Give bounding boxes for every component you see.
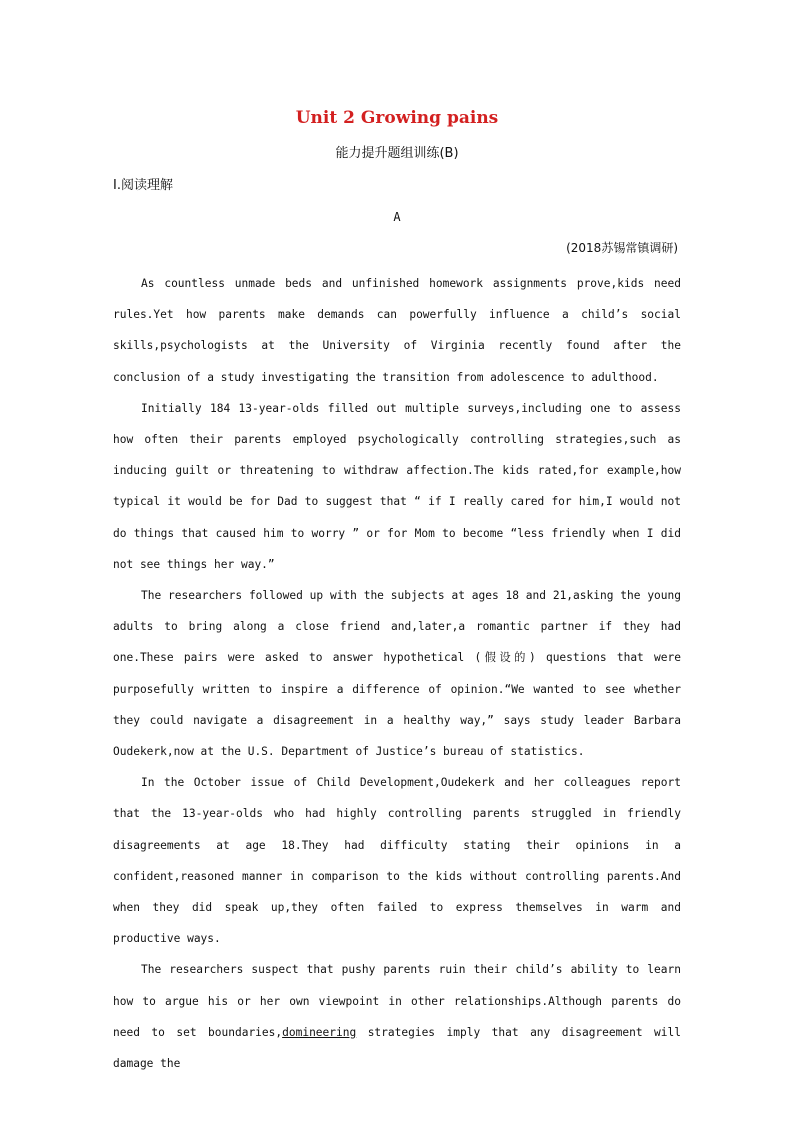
page-title: Unit 2 Growing pains xyxy=(295,108,499,128)
paragraph-1: As countless unmade beds and unfinished homework assignments prove,kids need rules.Yet how parents make demands can powerfully influence a child’s social skills,psychologists at the University of Virginia recently found after the conclusion of a study investigating the transition from adolescence to adulthood. xyxy=(113,277,681,384)
paragraph-5-text-after: strategies imply that any disagreement will damage the xyxy=(113,1025,681,1071)
paragraph-5-text-before: The researchers suspect that pushy parents ruin their child’s ability to learn how to argue his or her own viewpoint in other relationships.Although parents do need to set boundaries, xyxy=(113,963,681,1039)
paragraph-4: In the October issue of Child Development,Oudekerk and her colleagues report that the 13-year-olds who had highly controlling parents struggled in friendly disagreements at age 18.They had difficulty stating their opinions in a confident,reasoned manner in comparison to the kids without controlling parents.And when they did speak up,they often failed to express themselves in warm and productive ways. xyxy=(113,776,681,946)
passage-body xyxy=(113,268,681,1079)
section-heading: Ⅰ.阅读理解 xyxy=(113,178,173,193)
passage-source: (2018苏锡常镇调研) xyxy=(566,241,678,255)
paragraph-5 xyxy=(113,954,681,1079)
paragraph-3: The researchers followed up with the subjects at ages 18 and 21,asking the young adults to bring along a close friend and,later,a romantic partner if they had one.These pairs were asked to answer hypothetical (假设的) questions that were purposefully written to inspire a difference of opinion.“We wanted to see whether they could navigate a disagreement in a healthy way,” says study leader Barbara Oudekerk,now at the U.S. Department of Justice’s bureau of statistics. xyxy=(113,589,681,759)
paragraph-2: Initially 184 13-year-olds filled out multiple surveys,including one to assess how often their parents employed psychologically controlling strategies,such as inducing guilt or threatening to withdraw affection.The kids rated,for example,how typical it would be for Dad to suggest that “ if I really cared for him,I would not do things that caused him to worry ” or for Mom to become “less friendly when I did not see things her way.” xyxy=(113,401,681,571)
passage-letter: A xyxy=(393,210,401,224)
underlined-word: domineering xyxy=(282,1025,357,1039)
exercise-subtitle: 能力提升题组训练(B) xyxy=(335,146,459,161)
